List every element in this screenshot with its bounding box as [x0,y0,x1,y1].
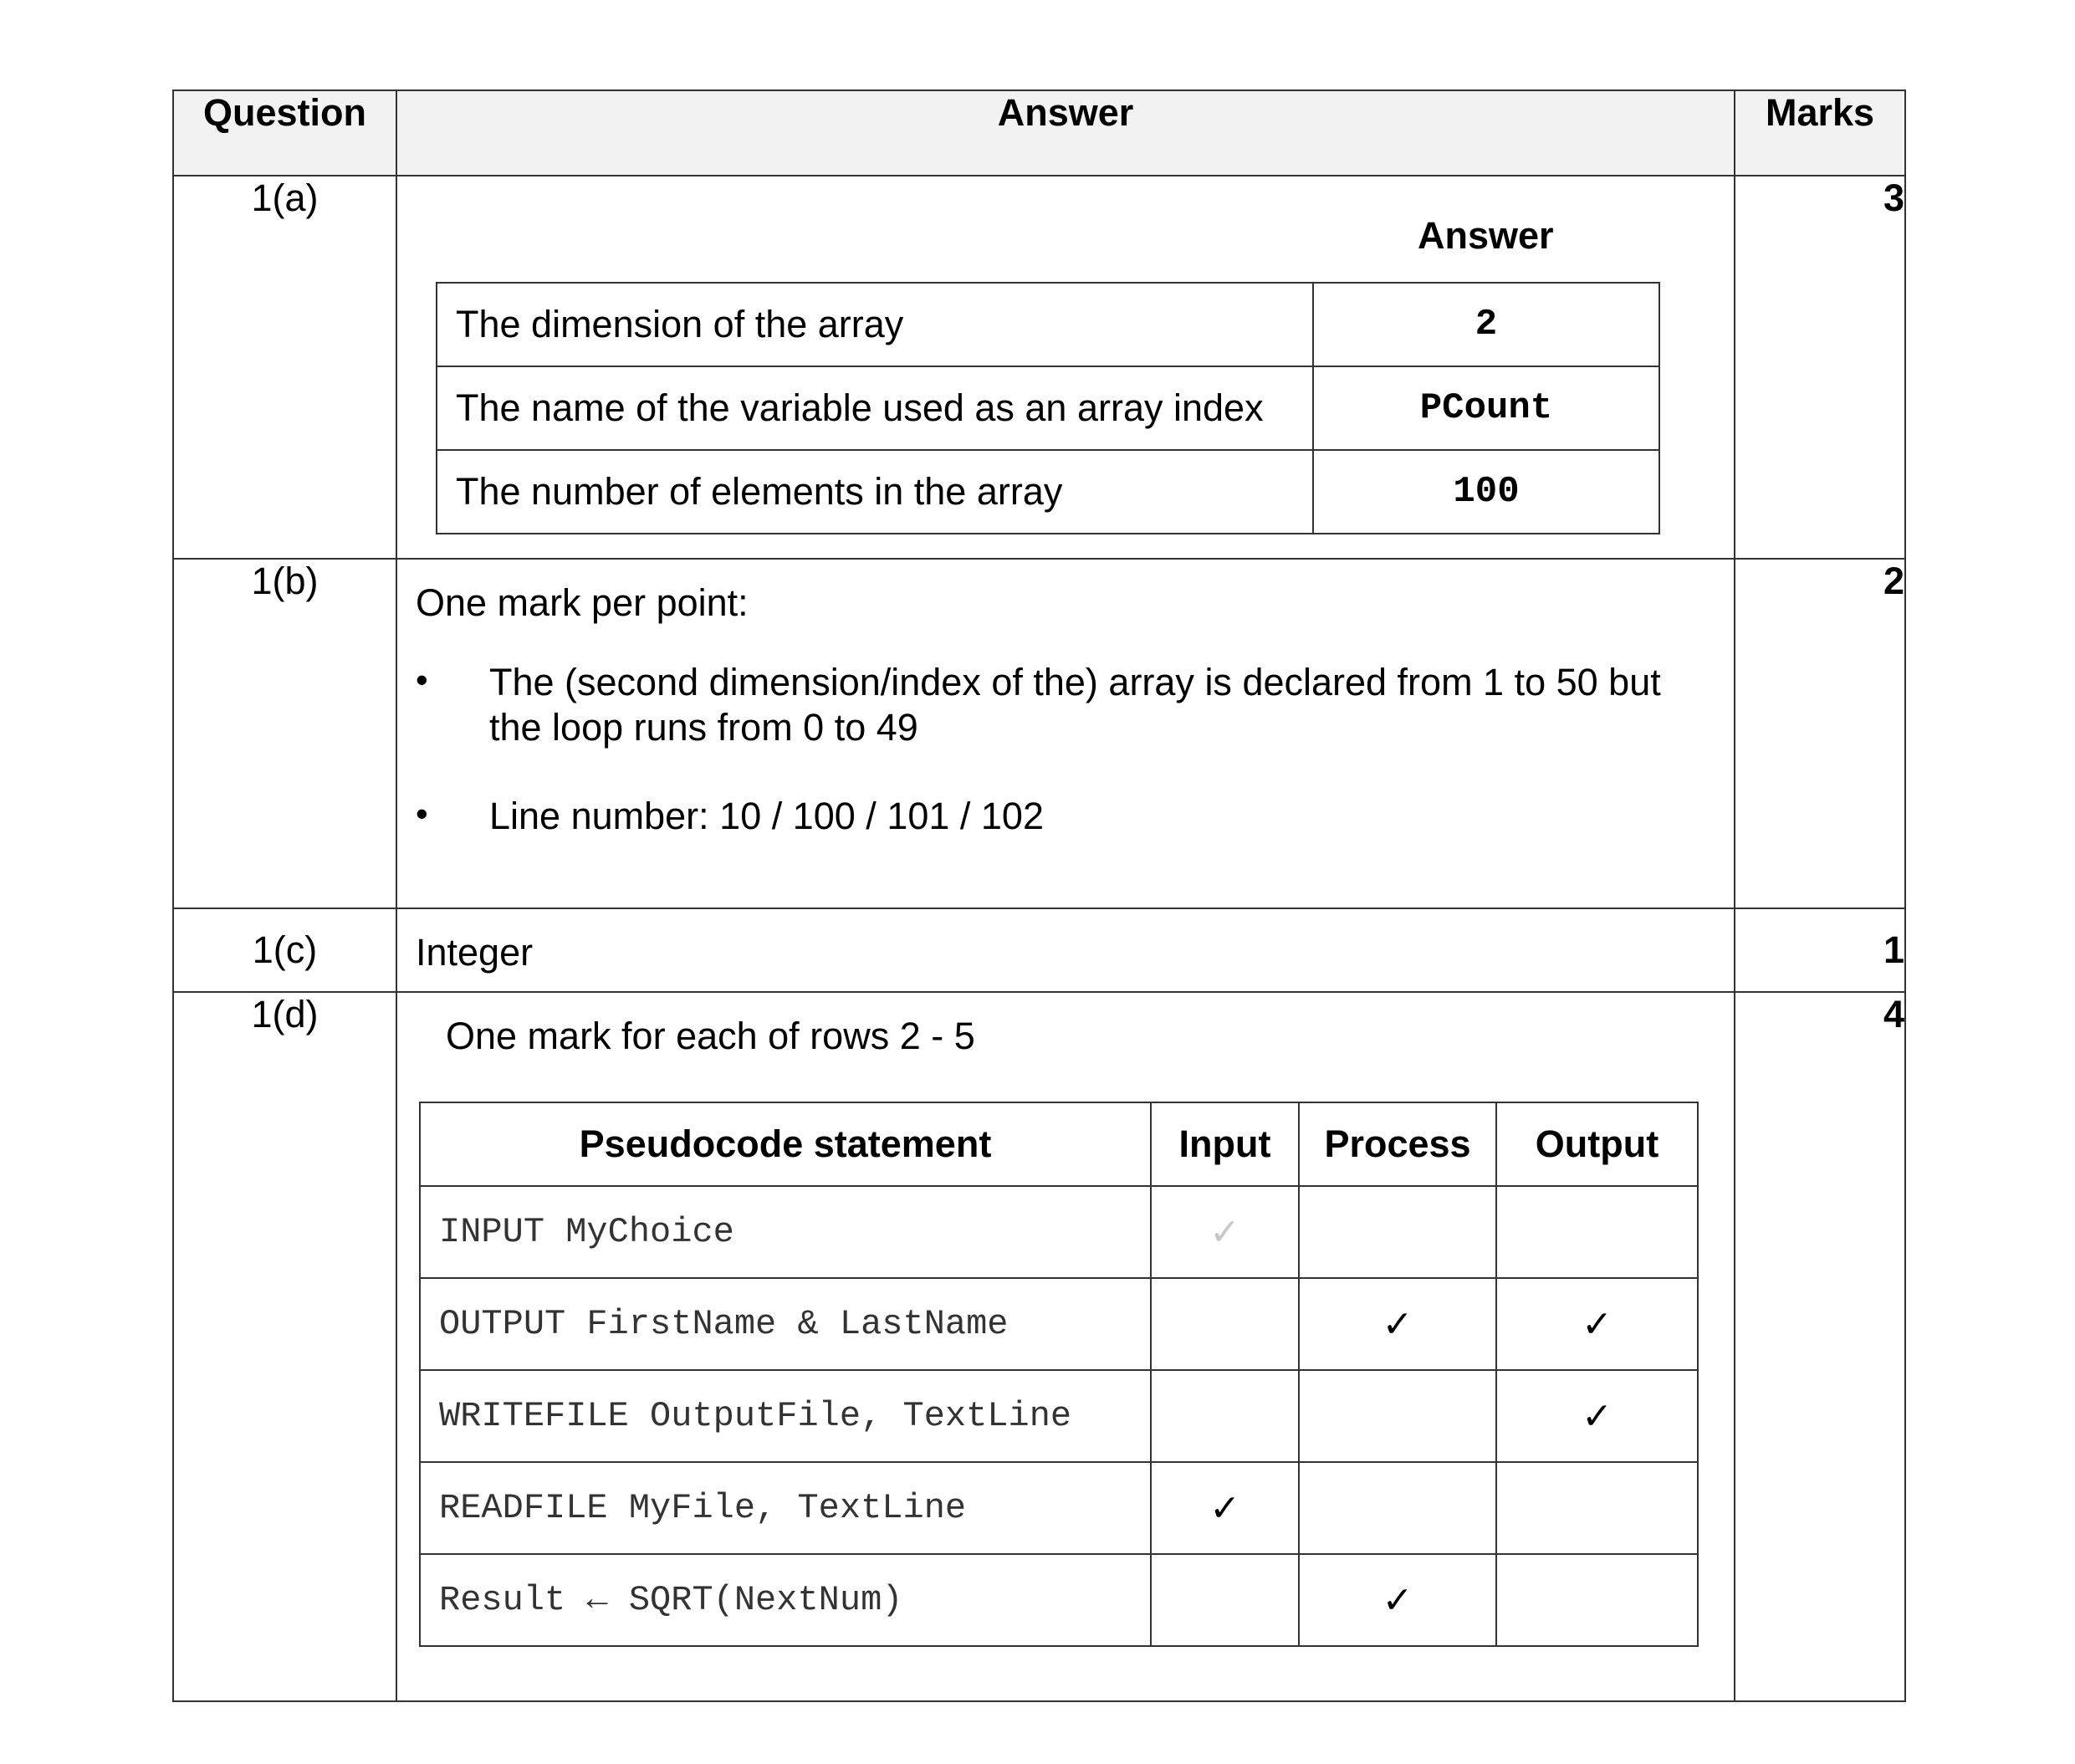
marks-header: Marks [1735,90,1905,176]
check-icon: ✓ [1299,1554,1496,1646]
question-row-1b [173,559,1905,908]
question-row-1a [173,176,1905,559]
marks-value: 2 [1735,559,1905,908]
answer-cell [396,992,1735,1701]
answer-intro: One mark per point: [416,581,749,624]
question-row-1d [173,992,1905,1701]
row-value: 100 [1313,450,1659,534]
table-row [420,1278,1698,1370]
answer-cell [396,908,1735,992]
answer-header: Answer [396,90,1735,176]
answer-text: Integer [416,931,534,974]
row-label: The number of elements in the array [437,450,1313,534]
check-icon: ✓ [1151,1186,1299,1278]
check-icon: ✓ [1151,1462,1299,1554]
pseudocode-statement: INPUT MyChoice [420,1186,1151,1278]
marks-value: 3 [1735,176,1905,559]
input-cell [1151,1278,1299,1370]
pseudocode-statement: WRITEFILE OutputFile, TextLine [420,1370,1151,1462]
pseudocode-statement: OUTPUT FirstName & LastName [420,1278,1151,1370]
table-row [437,283,1659,366]
marks-value: 1 [1735,908,1905,992]
question-number: 1(c) [173,908,396,992]
row-value: PCount [1313,366,1659,450]
answer-intro: One mark for each of rows 2 - 5 [446,1015,975,1057]
pseudocode-classification-table [419,1102,1699,1647]
answer-cell [396,559,1735,908]
row-value: 2 [1313,283,1659,366]
bullet-icon: • [416,660,428,699]
array-facts-table [436,282,1660,534]
table-row [437,366,1659,450]
output-cell [1496,1462,1698,1554]
marks-value: 4 [1735,992,1905,1701]
question-row-1c [173,908,1905,992]
pseudocode-statement: READFILE MyFile, TextLine [420,1462,1151,1554]
process-cell [1299,1462,1496,1554]
column-header: Input [1151,1102,1299,1186]
output-cell [1496,1186,1698,1278]
check-icon: ✓ [1496,1370,1698,1462]
table-header-row [420,1102,1698,1186]
row-label: The dimension of the array [437,283,1313,366]
table-row [420,1462,1698,1554]
bullet-text: Line number: 10 / 100 / 101 / 102 [489,795,1044,837]
mark-scheme-table [172,89,1906,1702]
check-icon: ✓ [1496,1278,1698,1370]
table-row [420,1370,1698,1462]
table-row [437,450,1659,534]
process-cell [1299,1370,1496,1462]
output-cell [1496,1554,1698,1646]
row-label: The name of the variable used as an array index [437,366,1313,450]
column-header: Process [1299,1102,1496,1186]
column-header: Output [1496,1102,1698,1186]
bullet-icon: • [416,794,428,833]
column-header: Pseudocode statement [420,1102,1151,1186]
process-cell [1299,1186,1496,1278]
input-cell [1151,1370,1299,1462]
question-header: Question [173,90,396,176]
question-number: 1(a) [173,176,396,559]
answer-cell [396,176,1735,559]
table-row [420,1186,1698,1278]
header-row [173,90,1905,176]
table-row [420,1554,1698,1646]
question-number: 1(b) [173,559,396,908]
bullet-text: The (second dimension/index of the) array is declared from 1 to 50 but the loop runs from 0 to 49 [489,661,1661,749]
input-cell [1151,1554,1299,1646]
question-number: 1(d) [173,992,396,1701]
check-icon: ✓ [1299,1278,1496,1370]
pseudocode-statement: Result ← SQRT(NextNum) [420,1554,1151,1646]
inner-answer-header: Answer [1418,214,1554,257]
